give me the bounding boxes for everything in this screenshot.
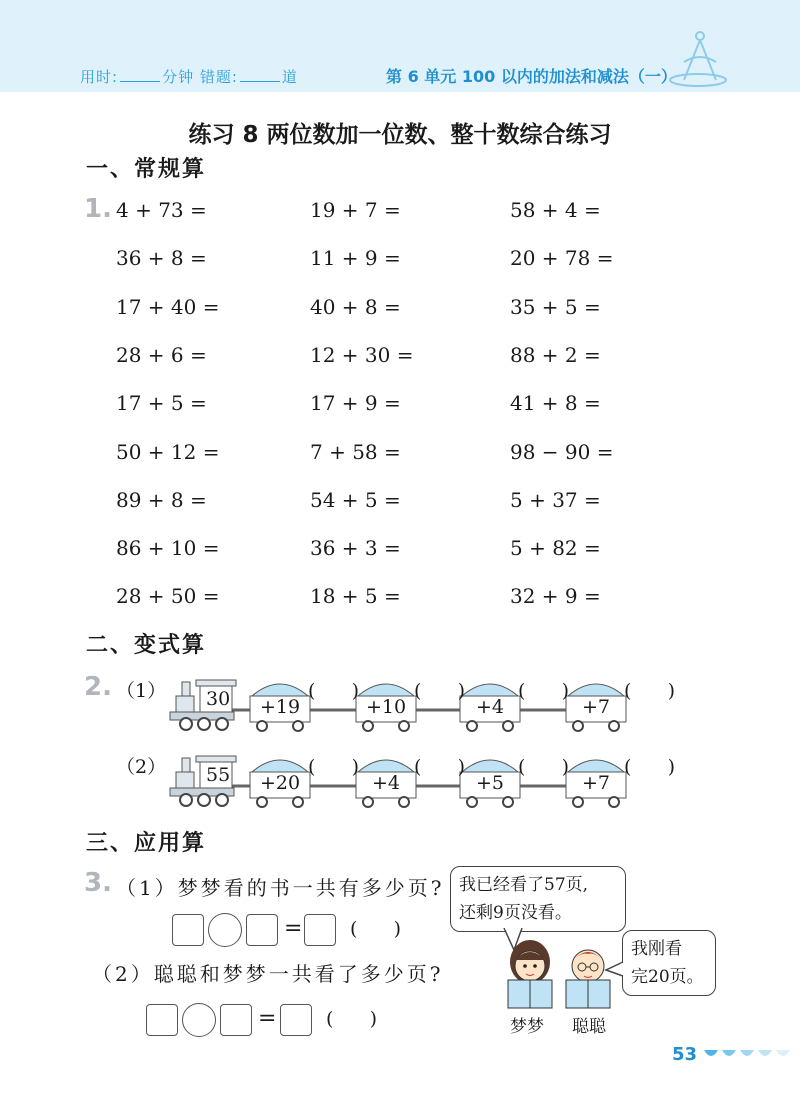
errors-blank[interactable] [240, 69, 280, 82]
question-number-1: 1. [84, 194, 112, 224]
answer-blank[interactable]: ( ) [624, 680, 676, 702]
answer-box[interactable] [304, 914, 336, 946]
train-label: （2） [116, 756, 167, 778]
exercise-expression: 36 + 8 = [116, 246, 207, 270]
section-title-1: 一、常规算 [86, 157, 207, 182]
exercise-expression: 40 + 8 = [310, 295, 401, 319]
girl-icon [508, 940, 552, 1008]
exercise-expression: 86 + 10 = [116, 536, 220, 560]
answer-box[interactable] [146, 1004, 178, 1036]
exercise-expression: 41 + 8 = [510, 391, 601, 415]
exercise-expression: 18 + 5 = [310, 584, 401, 608]
exercise-expression: 28 + 6 = [116, 343, 207, 367]
exercise-expression: 17 + 40 = [116, 295, 220, 319]
exercise-expression: 36 + 3 = [310, 536, 401, 560]
wagon-operation: +4 [475, 696, 504, 718]
operator-circle[interactable] [182, 1003, 216, 1037]
exercise-expression: 89 + 8 = [116, 488, 207, 512]
answer-blank[interactable]: ( ) [308, 756, 360, 778]
speech-bubble-congcong [622, 930, 716, 996]
exercise-expression: 17 + 9 = [310, 391, 401, 415]
wagon-operation: +4 [371, 772, 400, 794]
exercise-expression: 98 − 90 = [510, 440, 614, 464]
question-number-3: 3. [84, 868, 112, 898]
exercise-expression: 58 + 4 = [510, 198, 601, 222]
exercise-expression: 35 + 5 = [510, 295, 601, 319]
exercise-expression: 28 + 50 = [116, 584, 220, 608]
exercise-expression: 5 + 82 = [510, 536, 601, 560]
count-unit: 道 [281, 68, 298, 86]
equals-sign: = [284, 916, 303, 941]
exercise-expression: 12 + 30 = [310, 343, 414, 367]
exercise-expression: 19 + 7 = [310, 198, 401, 222]
q3-part2: （2）聪聪和梦梦一共看了多少页? [92, 962, 444, 986]
bubble-line: 我已经看了57页, [459, 875, 589, 895]
exercise-expression: 17 + 5 = [116, 391, 207, 415]
answer-blank[interactable]: ( ) [308, 680, 360, 702]
exercise-expression: 32 + 9 = [510, 584, 601, 608]
exercise-expression: 5 + 37 = [510, 488, 601, 512]
exercise-expression: 7 + 58 = [310, 440, 401, 464]
exercise-expression: 54 + 5 = [310, 488, 401, 512]
bubble-line: 完20页。 [631, 967, 704, 987]
wagon-operation: +10 [365, 696, 407, 718]
page-dots-decoration [702, 1048, 792, 1062]
operator-circle[interactable] [208, 913, 242, 947]
wagon-operation: +5 [475, 772, 504, 794]
compass-icon [670, 32, 726, 86]
bubble-line: 还剩9页没看。 [459, 903, 572, 923]
exercise-expression: 50 + 12 = [116, 440, 220, 464]
wagon-operation: +19 [259, 696, 301, 718]
section-title-2: 二、变式算 [86, 633, 207, 658]
time-label: 用时: [80, 68, 119, 86]
answer-blank[interactable]: ( ) [518, 756, 570, 778]
question-number-2: 2. [84, 672, 112, 702]
exercise-expression: 11 + 9 = [310, 246, 401, 270]
minute-label: 分钟 [162, 68, 195, 86]
speech-bubble-mengmeng [450, 866, 626, 932]
start-number: 55 [206, 764, 231, 786]
train-label: （1） [116, 680, 167, 702]
wagon-operation: +7 [581, 772, 610, 794]
exercise-expression: 88 + 2 = [510, 343, 601, 367]
time-blank[interactable] [120, 69, 160, 82]
exercise-expression: 20 + 78 = [510, 246, 614, 270]
boy-icon [566, 950, 610, 1008]
wagon-operation: +7 [581, 696, 610, 718]
q3-part1: （1）梦梦看的书一共有多少页? [116, 876, 445, 900]
unit-title: 第 6 单元 100 以内的加法和减法（一） [386, 67, 677, 86]
section-title-3: 三、应用算 [86, 831, 207, 856]
answer-blank[interactable]: ( ) [414, 680, 466, 702]
page-number: 53 [672, 1044, 698, 1065]
exercise-expression: 4 + 73 = [116, 198, 207, 222]
start-number: 30 [206, 688, 231, 710]
name-congcong: 聪聪 [572, 1017, 606, 1037]
answer-box[interactable] [280, 1004, 312, 1036]
time-and-errors [80, 66, 298, 87]
answer-blank[interactable]: ( ) [624, 756, 676, 778]
page-title: 练习 8 两位数加一位数、整十数综合练习 [188, 122, 612, 148]
unit-blank[interactable]: ( ) [350, 918, 402, 940]
equals-sign: = [258, 1006, 277, 1031]
answer-blank[interactable]: ( ) [414, 756, 466, 778]
unit-blank[interactable]: ( ) [326, 1008, 378, 1030]
answer-box[interactable] [220, 1004, 252, 1036]
errors-label: 错题: [199, 68, 238, 86]
name-mengmeng: 梦梦 [510, 1017, 544, 1037]
answer-box[interactable] [246, 914, 278, 946]
answer-box[interactable] [172, 914, 204, 946]
kids-reading-illustration [500, 936, 620, 1010]
bubble-line: 我刚看 [631, 939, 682, 959]
wagon-operation: +20 [259, 772, 301, 794]
answer-blank[interactable]: ( ) [518, 680, 570, 702]
